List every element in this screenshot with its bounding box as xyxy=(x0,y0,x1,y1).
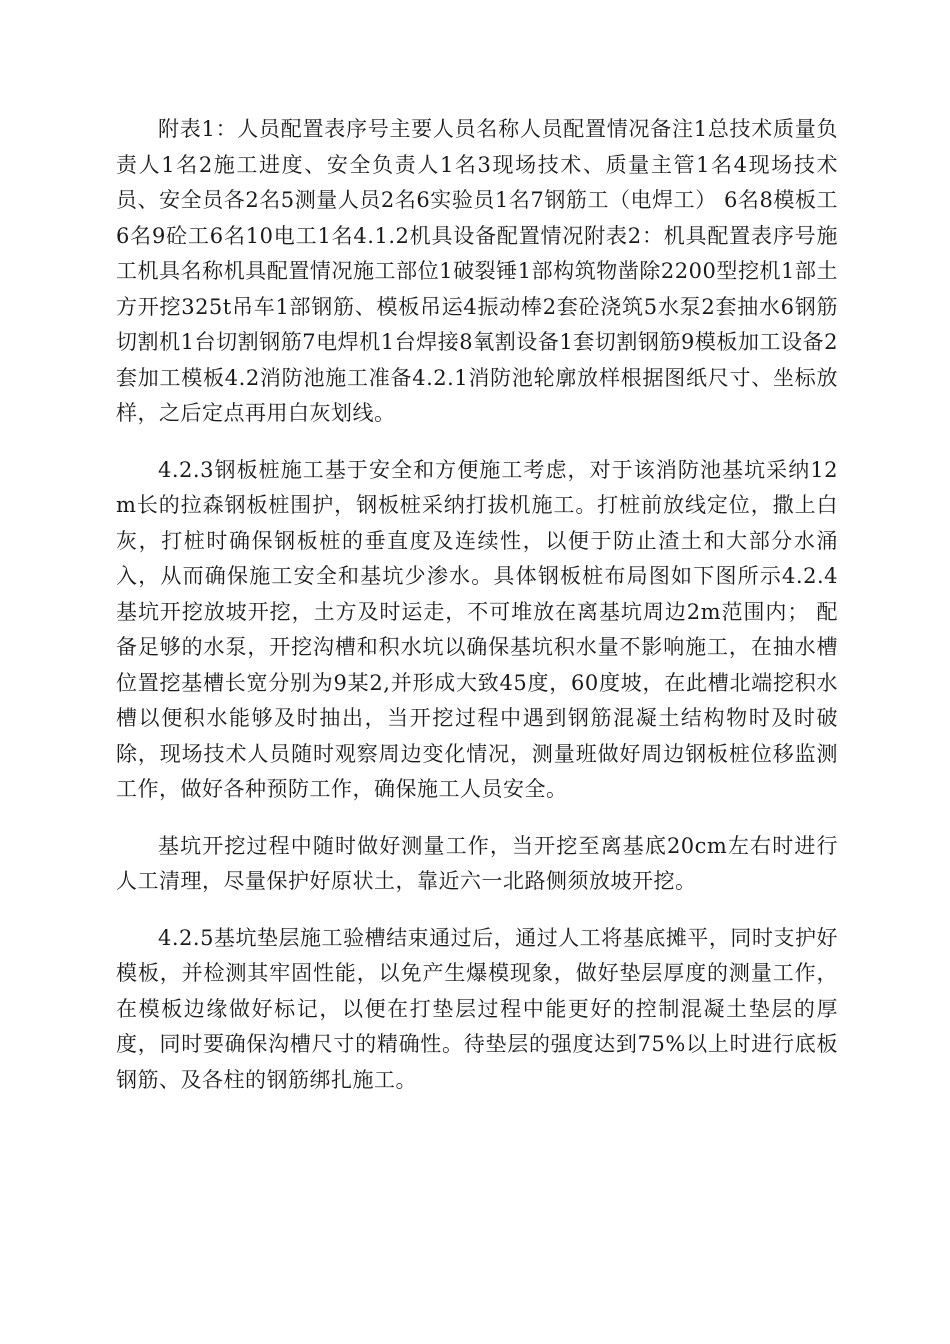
document-body xyxy=(116,112,838,1098)
paragraph-staffing-equipment: 附表1：人员配置表序号主要人员名称人员配置情况备注1总技术质量负责人1名2施工进度、安全负责人1名3现场技术、质量主管1名4现场技术员、安全员各2名5测量人员2名6实验员1名7钢筋工（电焊工） 6名8模板工6名9砼工6名10电工1名4.1.2机具设备配置情况附表2：机具配置表序号施工机具名称机具配置情况施工部位1破裂锤1部构筑物凿除2200型挖机1部土方开挖325t吊车1部钢筋、模板吊运4振动棒2套砼浇筑5水泵2套抽水6钢筋切割机1台切割钢筋7电焊机1台焊接8氧割设备1套切割钢筋9模板加工设备2套加工模板4.2消防池施工准备4.2.1消防池轮廓放样根据图纸尺寸、坐标放样，之后定点再用白灰划线。 xyxy=(116,117,838,425)
paragraph-sheet-pile-excavation: 4.2.3钢板桩施工基于安全和方便施工考虑，对于该消防池基坑采纳12m长的拉森钢板桩围护，钢板桩采纳打拔机施工。打桩前放线定位，撒上白灰，打桩时确保钢板桩的垂直度及连续性，以便于防止渣土和大部分水涌入，从而确保施工安全和基坑少渗水。具体钢板桩布局图如下图所示4.2.4基坑开挖放坡开挖，土方及时运走，不可堆放在离基坑周边2m范围内； 配备足够的水泵，开挖沟槽和积水坑以确保基坑积水量不影响施工，在抽水槽位置挖基槽长宽分别为9某2,并形成大致45度，60度坡，在此槽北端挖积水槽以便积水能够及时抽出，当开挖过程中遇到钢筋混凝土结构物时及时破除，现场技术人员随时观察周边变化情况，测量班做好周边钢板桩位移监测工作，做好各种预防工作，确保施工人员安全。 xyxy=(116,457,838,801)
paragraph-cushion-layer: 4.2.5基坑垫层施工验槽结束通过后，通过人工将基底摊平，同时支护好模板，并检测其牢固性能，以免产生爆模现象，做好垫层厚度的测量工作，在模板边缘做好标记，以便在打垫层过程中能更好的控制混凝土垫层的厚度，同时要确保沟槽尺寸的精确性。待垫层的强度达到75%以上时进行底板钢筋、及各柱的钢筋绑扎施工。 xyxy=(116,925,838,1092)
paragraph-excavation-survey: 基坑开挖过程中随时做好测量工作，当开挖至离基底20cm左右时进行人工清理，尽量保护好原状土，靠近六一北路侧须放坡开挖。 xyxy=(116,833,838,893)
